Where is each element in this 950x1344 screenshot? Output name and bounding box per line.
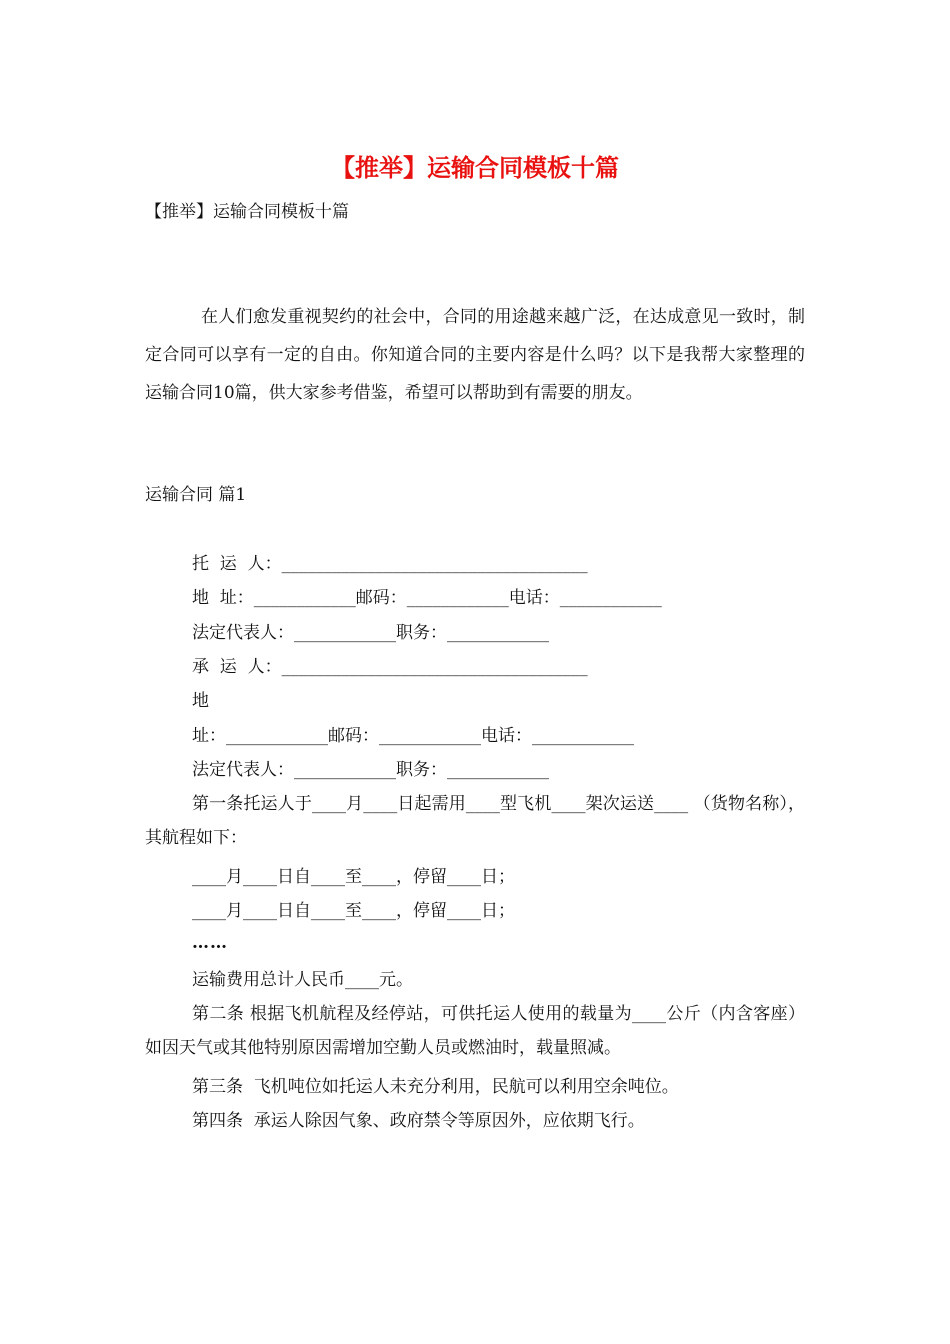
article-2: 第二条 根据飞机航程及经停站，可供托运人使用的载量为____公斤（内含客座）如因天气或其他特别原因需增加空勤人员或燃油时，载量照减。 <box>145 1004 805 1058</box>
document-subtitle: 【推举】运输合同模板十篇 <box>145 202 349 222</box>
carrier-line: 承 运 人：____________________________________ <box>192 657 588 677</box>
fee-line: 运输费用总计人民币____元。 <box>192 970 413 990</box>
section-heading: 运输合同 篇1 <box>145 485 247 505</box>
shipper-line: 托 运 人：____________________________________ <box>192 554 588 574</box>
shipper-representative-line: 法定代表人：____________职务：____________ <box>192 623 549 643</box>
article-3: 第三条 飞机吨位如托运人未充分利用，民航可以利用空余吨位。 <box>192 1077 679 1097</box>
carrier-representative-line: 法定代表人：____________职务：____________ <box>192 760 549 780</box>
carrier-address-line: 址：____________邮码：____________电话：____________ <box>192 726 634 746</box>
article-1: 第一条托运人于____月____日起需用____型飞机____架次运送____ （货物名称），其航程如下： <box>145 794 805 848</box>
intro-paragraph: 在人们愈发重视契约的社会中，合同的用途越来越广泛，在达成意见一致时，制定合同可以享有一定的自由。你知道合同的主要内容是什么吗？以下是我帮大家整理的运输合同10篇，供大家参考借鉴，希望可以帮助到有需要的朋友。 <box>145 307 805 403</box>
shipper-address-line: 地 址：____________邮码：____________电话：____________ <box>192 588 662 608</box>
route-line-2: ____月____日自____至____，停留____日； <box>192 901 515 921</box>
route-line-1: ____月____日自____至____，停留____日； <box>192 867 515 887</box>
carrier-address-label: 地 <box>192 691 209 711</box>
ellipsis: …… <box>192 933 228 953</box>
document-title: 【推举】运输合同模板十篇 <box>331 154 619 182</box>
article-4: 第四条 承运人除因气象、政府禁令等原因外，应依期飞行。 <box>192 1111 645 1131</box>
